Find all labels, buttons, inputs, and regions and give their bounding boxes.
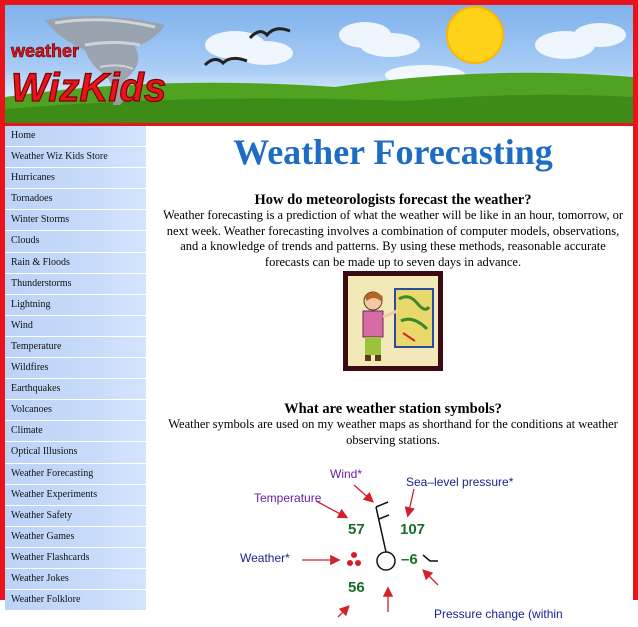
section-text-symbols: Weather symbols are used on my weather maps as shorthand for the conditions at weather observing stations.	[168, 417, 618, 447]
sidebar-item-winter-storms[interactable]: Winter Storms	[5, 210, 146, 231]
sidebar-item-weather-folklore[interactable]: Weather Folklore	[5, 590, 146, 611]
station-circle	[377, 552, 395, 570]
pressure-value: 107	[400, 520, 426, 538]
pressure-change-label: Pressure change (within	[434, 606, 563, 621]
forecaster-image	[343, 271, 443, 371]
sidebar-item-tornadoes[interactable]: Tornadoes	[5, 189, 146, 210]
sidebar-item-weather-forecasting[interactable]: Weather Forecasting	[5, 464, 146, 485]
sidebar-item-climate[interactable]: Climate	[5, 421, 146, 442]
sidebar-item-lightning[interactable]: Lightning	[5, 295, 146, 316]
section-heading-forecast: How do meteorologists forecast the weather?	[254, 192, 532, 208]
weather-label: Weather*	[240, 550, 290, 565]
sidebar-item-store[interactable]: Weather Wiz Kids Store	[5, 147, 146, 168]
section-heading-symbols: What are weather station symbols?	[284, 401, 502, 418]
main-content	[158, 126, 628, 627]
sidebar-nav	[5, 126, 146, 606]
forecaster-illustration	[343, 271, 443, 371]
sidebar-item-weather-safety[interactable]: Weather Safety	[5, 506, 146, 527]
temperature-value: 57	[348, 520, 365, 538]
sidebar-item-earthquakes[interactable]: Earthquakes	[5, 379, 146, 400]
section-text-forecast: Weather forecasting is a prediction of what the weather will be like in an hour, tomorrow, or next week. Weather forecasting involves a combination of computer models, observations, and a knowledge of trends and patterns. By using these methods, reasonable accurate forecasts can be made up to seven days in advance.	[162, 208, 624, 269]
sidebar-item-rain-floods[interactable]: Rain & Floods	[5, 253, 146, 274]
sidebar-item-weather-experiments[interactable]: Weather Experiments	[5, 485, 146, 506]
sidebar-item-clouds[interactable]: Clouds	[5, 231, 146, 252]
sun-icon	[447, 7, 503, 63]
sidebar-item-home[interactable]: Home	[5, 126, 146, 147]
site-banner	[5, 5, 633, 126]
sidebar-item-hurricanes[interactable]: Hurricanes	[5, 168, 146, 189]
sidebar-item-weather-games[interactable]: Weather Games	[5, 527, 146, 548]
logo-bottom-text: WizKids	[11, 66, 167, 110]
sidebar-item-wildfires[interactable]: Wildfires	[5, 358, 146, 379]
logo-top-text: weather	[11, 41, 80, 61]
page-title: Weather Forecasting	[233, 132, 553, 172]
sidebar-item-optical-illusions[interactable]: Optical Illusions	[5, 442, 146, 463]
sidebar-item-thunderstorms[interactable]: Thunderstorms	[5, 274, 146, 295]
pressure-tendency-value: –6	[401, 550, 418, 568]
sidebar-item-weather-jokes[interactable]: Weather Jokes	[5, 569, 146, 590]
wind-label: Wind*	[330, 466, 363, 481]
sidebar-item-volcanoes[interactable]: Volcanoes	[5, 400, 146, 421]
sea-level-pressure-label: Sea–level pressure*	[406, 474, 514, 489]
station-model-diagram	[158, 457, 628, 627]
banner-art	[5, 5, 633, 123]
sidebar-item-wind[interactable]: Wind	[5, 316, 146, 337]
temperature-label: Temperature	[254, 490, 322, 505]
dewpoint-value: 56	[348, 578, 365, 596]
sidebar-item-temperature[interactable]: Temperature	[5, 337, 146, 358]
sidebar-item-weather-flashcards[interactable]: Weather Flashcards	[5, 548, 146, 569]
station-model-arrows	[158, 457, 628, 627]
